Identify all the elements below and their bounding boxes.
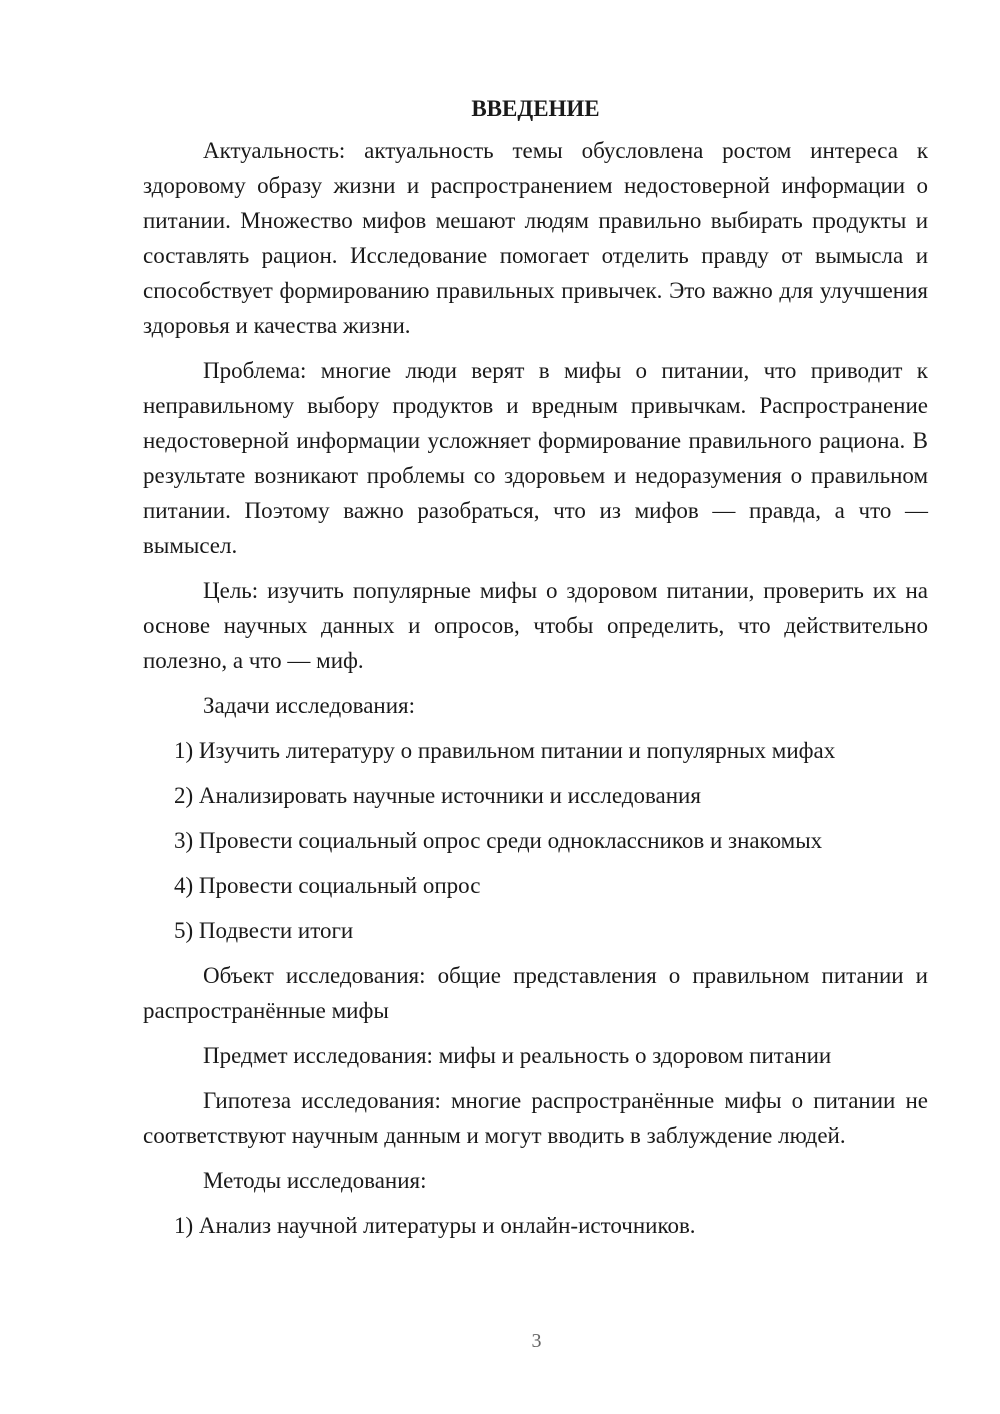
page-number: 3 [531,1330,542,1352]
list-item: 1) Анализ научной литературы и онлайн-источников. [174,1213,696,1238]
problem-paragraph: Проблема: многие люди верят в мифы о питании, что приводит к неправильному выбору продуктов и вредным привычкам. Распространение недостоверной информации усложняет формирование правильного рациона. В результате возникают проблемы со здоровьем и недоразумения о правильном питании. Поэтому важно разобраться, что из мифов — правда, а что — вымысел. [143,358,928,558]
list-item: 2) Анализировать научные источники и исследования [174,783,701,808]
methods-heading: Методы исследования: [203,1168,427,1193]
list-item: 1) Изучить литературу о правильном питании и популярных мифах [174,738,836,763]
tasks-heading: Задачи исследования: [203,693,416,718]
subject-paragraph: Предмет исследования: мифы и реальность о здоровом питании [203,1043,832,1068]
methods-list [143,1208,928,1243]
object-paragraph: Объект исследования: общие представления о правильном питании и распространённые мифы [143,963,928,1023]
hypothesis-paragraph: Гипотеза исследования: многие распространённые мифы о питании не соответствуют научным данным и могут вводить в заблуждение людей. [143,1088,928,1148]
relevance-paragraph: Актуальность: актуальность темы обусловлена ростом интереса к здоровому образу жизни и распространением недостоверной информации о питании. Множество мифов мешают людям правильно выбирать продукты и составлять рацион. Исследование помогает отделить правду от вымысла и способствует формированию правильных привычек. Это важно для улучшения здоровья и качества жизни. [143,138,928,338]
goal-paragraph: Цель: изучить популярные мифы о здоровом питании, проверить их на основе научных данных и опросов, чтобы определить, что действительно полезно, а что — миф. [143,578,928,673]
tasks-list [143,733,928,948]
list-item: 4) Провести социальный опрос [174,873,481,898]
document-page [143,92,928,1253]
list-item: 5) Подвести итоги [174,918,354,943]
list-item: 3) Провести социальный опрос среди одноклассников и знакомых [174,828,823,853]
section-title: ВВЕДЕНИЕ [471,96,600,121]
